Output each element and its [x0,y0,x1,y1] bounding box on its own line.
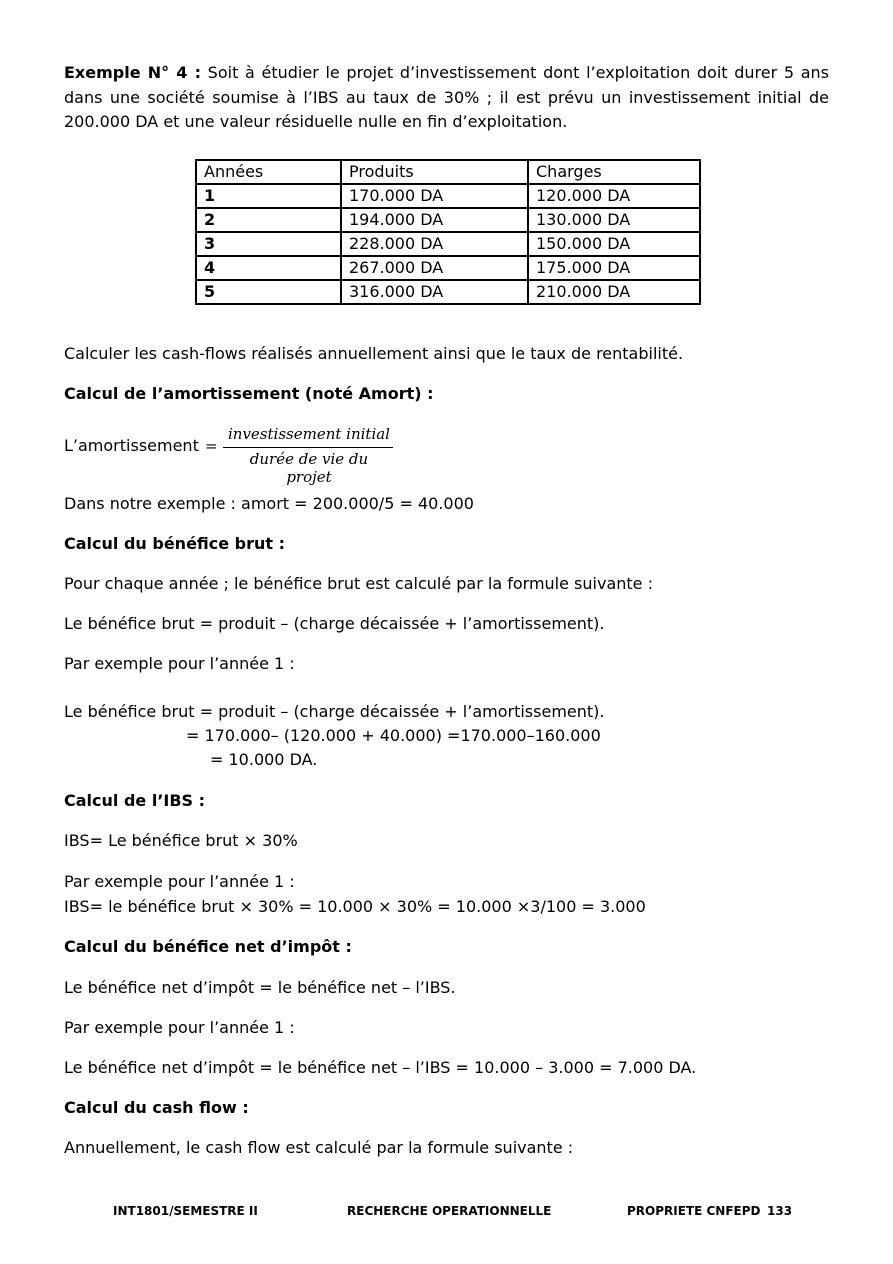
intro-line-3: 200.000 DA et une valeur résiduelle nulle en fin d’exploitation. [64,112,568,131]
brut-calc-line-1: Le bénéfice brut = produit – (charge décaissée + l’amortissement). [64,702,605,721]
table-cell-year: 2 [196,208,341,232]
table-cell-charges: 210.000 DA [528,280,700,304]
table-header-cell: Charges [528,160,700,184]
table-row [196,184,700,208]
net-heading: Calcul du bénéfice net d’impôt : [64,937,352,956]
equals-sign: = [205,437,218,455]
intro-line-2: dans une société soumise à l’IBS au taux de 30% ; il est prévu un investissement initial de [64,87,829,107]
table-row [196,256,700,280]
table-cell-charges: 130.000 DA [528,208,700,232]
footer-page-number: 133 [767,1204,793,1218]
footer-course-code: INT1801/SEMESTRE II [113,1204,258,1218]
brut-example-label: Par exemple pour l’année 1 : [64,654,295,673]
net-calc: Le bénéfice net d’impôt = le bénéfice net – l’IBS = 10.000 – 3.000 = 7.000 DA. [64,1058,697,1077]
amort-example: Dans notre exemple : amort = 200.000/5 = 40.000 [64,494,474,513]
intro-paragraph [64,61,829,135]
table-cell-products: 228.000 DA [341,232,528,256]
amort-heading: Calcul de l’amortissement (noté Amort) : [64,384,434,403]
fraction-bar [223,447,393,448]
table-cell-year: 4 [196,256,341,280]
table-cell-year: 3 [196,232,341,256]
table-row [196,280,700,304]
table-cell-year: 5 [196,280,341,304]
footer-course-name: RECHERCHE OPERATIONNELLE [347,1204,552,1218]
brut-calc-line-3: = 10.000 DA. [210,750,318,769]
ibs-example-label: Par exemple pour l’année 1 : [64,872,295,891]
fraction-denominator: durée de vie du projet [249,450,369,486]
ibs-calc: IBS= le bénéfice brut × 30% = 10.000 × 30% = 10.000 ×3/100 = 3.000 [64,897,646,916]
table-cell-charges: 120.000 DA [528,184,700,208]
example-label: Exemple N° 4 : [64,63,201,82]
cashflow-heading: Calcul du cash flow : [64,1098,249,1117]
table-header-cell: Produits [341,160,528,184]
brut-formula: Le bénéfice brut = produit – (charge décaissée + l’amortissement). [64,614,605,633]
question-text: Calculer les cash-flows réalisés annuellement ainsi que le taux de rentabilité. [64,344,684,363]
brut-intro: Pour chaque année ; le bénéfice brut est calculé par la formule suivante : [64,574,653,593]
footer-owner: PROPRIETE CNFEPD [627,1204,761,1218]
net-example-label: Par exemple pour l’année 1 : [64,1018,295,1037]
table-header-row [196,160,700,184]
table-cell-year: 1 [196,184,341,208]
ibs-formula: IBS= Le bénéfice brut × 30% [64,831,298,850]
table-header-cell: Années [196,160,341,184]
table-cell-products: 170.000 DA [341,184,528,208]
net-formula: Le bénéfice net d’impôt = le bénéfice net – l’IBS. [64,978,456,997]
brut-calc-line-2: = 170.000– (120.000 + 40.000) =170.000–160.000 [186,726,601,745]
brut-heading: Calcul du bénéfice brut : [64,534,286,553]
table-row [196,208,700,232]
ibs-heading: Calcul de l’IBS : [64,791,206,810]
products-charges-table [195,159,701,305]
intro-line-1: Soit à étudier le projet d’investissement dont l’exploitation doit durer 5 ans [207,63,830,82]
fraction-numerator: investissement initial [228,425,390,443]
table-cell-charges: 150.000 DA [528,232,700,256]
table-cell-products: 316.000 DA [341,280,528,304]
table-row [196,232,700,256]
table-cell-charges: 175.000 DA [528,256,700,280]
table-cell-products: 267.000 DA [341,256,528,280]
cashflow-intro: Annuellement, le cash flow est calculé par la formule suivante : [64,1138,574,1157]
table-cell-products: 194.000 DA [341,208,528,232]
amort-formula-label: L’amortissement [64,436,199,455]
